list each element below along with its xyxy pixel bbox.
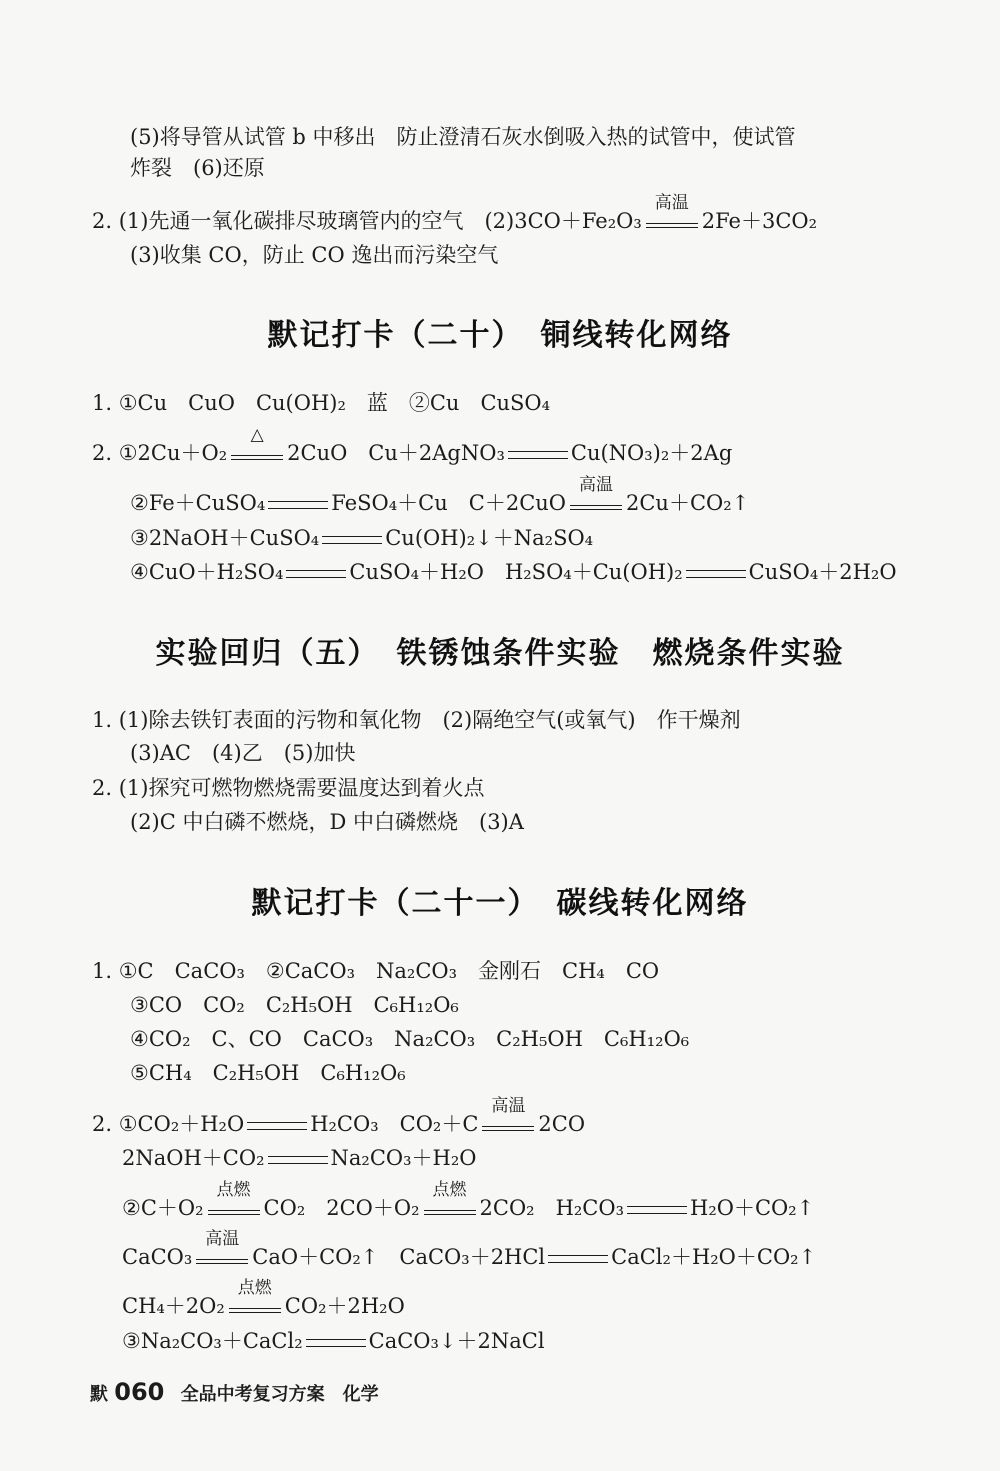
footer-mark: 默 [90,1384,108,1405]
reaction-condition: 点燃 [206,1195,262,1225]
answer-line: 1. ①Cu CuO Cu(OH)₂ 蓝 ②Cu CuSO₄ [92,391,551,415]
page-footer [90,1378,379,1406]
answer-line: (5)将导管从试管 b 中移出 防止澄清石灰水倒吸入热的试管中，使试管 [130,125,796,149]
reaction-condition: 高温 [194,1244,250,1274]
answer-line: CaCO₃ 高温 CaO＋CO₂↑ CaCO₃＋2HCl CaCl₂＋H₂O＋CO₂↑ [122,1242,816,1274]
answer-line: ②C＋O₂ 点燃 CO₂ 2CO＋O₂ 点燃 2CO₂ H₂CO₃ H₂O＋CO₂↑ [122,1193,814,1225]
answer-line: 2. (1)先通一氧化碳排尽玻璃管内的空气 (2)3CO＋Fe₂O₃ 高温 2Fe＋3CO₂ [92,206,817,238]
answer-line: ④CO₂ C、CO CaCO₃ Na₂CO₃ C₂H₅OH C₆H₁₂O₆ [130,1027,690,1051]
answer-line: 2. ①2Cu＋O₂ △ 2CuO Cu＋2AgNO₃ Cu(NO₃)₂＋2Ag [92,438,732,470]
answer-line: (2)C 中白磷不燃烧，D 中白磷燃烧 (3)A [130,810,524,834]
answer-line: ②Fe＋CuSO₄ FeSO₄＋Cu C＋2CuO 高温 2Cu＋CO₂↑ [130,488,749,520]
reaction-condition: △ [229,440,285,470]
answer-line: ⑤CH₄ C₂H₅OH C₆H₁₂O₆ [130,1061,406,1085]
answer-line: ④CuO＋H₂SO₄ CuSO₄＋H₂O H₂SO₄＋Cu(OH)₂ CuSO₄＋2H₂O [130,560,897,584]
answer-line: CH₄＋2O₂ 点燃 CO₂＋2H₂O [122,1291,405,1323]
answer-line: 2. ①CO₂＋H₂O H₂CO₃ CO₂＋C 高温 2CO [92,1109,585,1141]
answer-line: ③2NaOH＋CuSO₄ Cu(OH)₂↓＋Na₂SO₄ [130,526,594,550]
equals-sign [322,536,382,544]
reaction-condition: 点燃 [422,1195,478,1225]
answer-line: 2. (1)探究可燃物燃烧需要温度达到着火点 [92,776,485,800]
equals-sign [508,451,568,459]
reaction-condition: 高温 [644,208,700,238]
equals-sign [686,570,746,578]
answer-line: 1. (1)除去铁钉表面的污物和氧化物 (2)隔绝空气(或氧气) 作干燥剂 [92,708,741,732]
answer-line: 2NaOH＋CO₂ Na₂CO₃＋H₂O [122,1146,477,1170]
page-number: 060 [114,1378,165,1406]
section-heading: 默记打卡（二十一） 碳线转化网络 [251,886,749,921]
answer-line: ③Na₂CO₃＋CaCl₂ CaCO₃↓＋2NaCl [122,1329,545,1353]
answer-line: (3)收集 CO，防止 CO 逸出而污染空气 [130,243,499,267]
reaction-condition: 点燃 [227,1293,283,1323]
equals-sign [286,570,346,578]
section-heading: 默记打卡（二十） 铜线转化网络 [267,318,733,353]
equals-sign [548,1255,608,1263]
equals-sign [247,1122,307,1130]
reaction-condition: 高温 [480,1111,536,1141]
answer-line: ③CO CO₂ C₂H₅OH C₆H₁₂O₆ [130,993,459,1017]
section-heading: 实验回归（五） 铁锈蚀条件实验 燃烧条件实验 [155,636,845,671]
equals-sign [268,501,328,509]
equals-sign [268,1156,328,1164]
book-title: 全品中考复习方案 化学 [180,1384,379,1405]
answer-line: (3)AC (4)乙 (5)加快 [130,741,356,765]
answer-line: 炸裂 (6)还原 [130,156,265,180]
reaction-condition: 高温 [568,490,624,520]
answer-line: 1. ①C CaCO₃ ②CaCO₃ Na₂CO₃ 金刚石 CH₄ CO [92,959,660,983]
equals-sign [306,1339,366,1347]
equals-sign [627,1206,687,1214]
